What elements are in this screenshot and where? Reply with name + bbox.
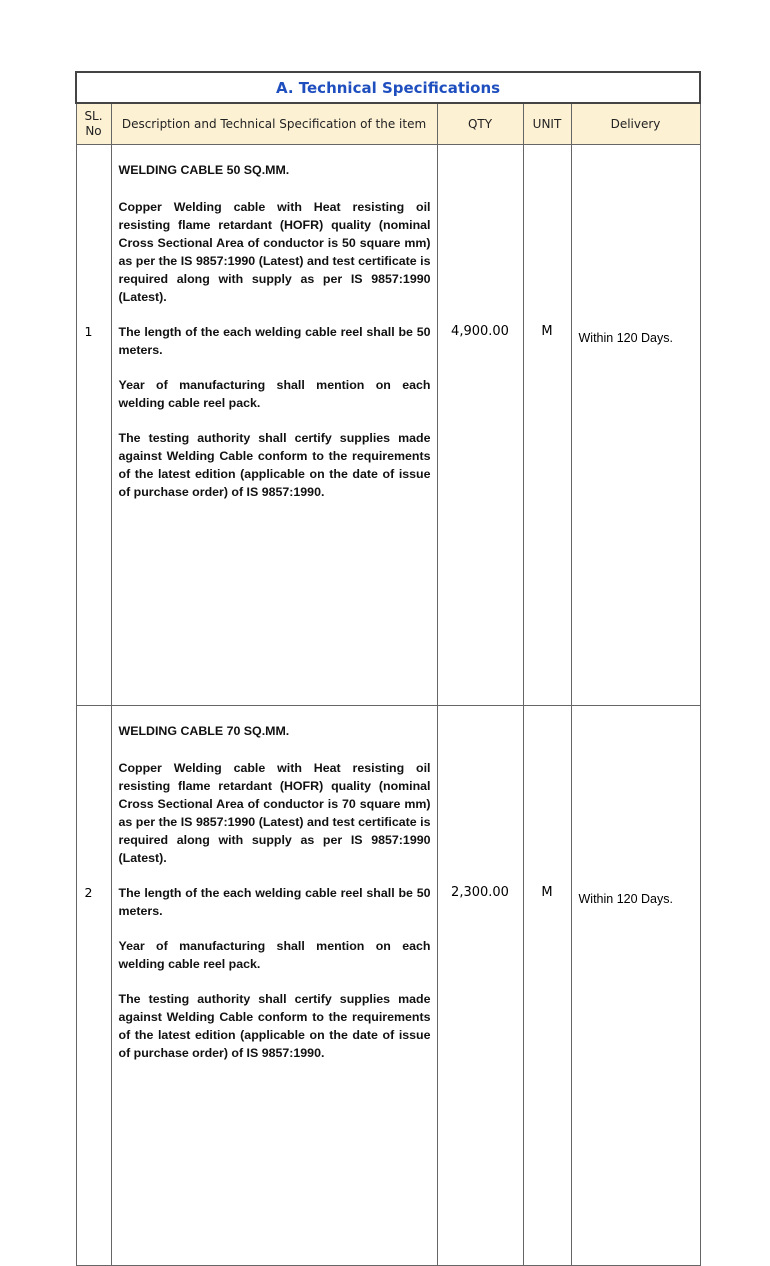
row-sl-number: 2	[76, 706, 111, 1266]
table-title: A. Technical Specifications	[76, 72, 700, 103]
item-paragraph: Year of manufacturing shall mention on each welding cable reel pack.	[118, 378, 431, 410]
item-paragraph: Copper Welding cable with Heat resisting oil resisting flame retardant (HOFR) quality (nominal Cross Sectional Area of conductor is 70 square mm) as per the IS 9857:1990 (Latest) and test certificate is required along with supply as per IS 9857:1990 (Latest).	[118, 761, 431, 865]
row-unit: M	[523, 706, 571, 1266]
header-qty: QTY	[437, 103, 523, 145]
row-qty: 4,900.00	[437, 145, 523, 706]
item-paragraph: The length of the each welding cable reel shall be 50 meters.	[118, 325, 431, 357]
item-heading: WELDING CABLE 70 SQ.MM.	[118, 724, 290, 738]
item-paragraph: The length of the each welding cable reel shall be 50 meters.	[118, 886, 431, 918]
technical-specifications-table	[75, 71, 701, 1266]
item-paragraph: The testing authority shall certify supplies made against Welding Cable conform to the requirements of the latest edition (applicable on the date of issue of purchase order) of IS 9857:1990.	[118, 992, 431, 1060]
row-delivery: Within 120 Days.	[571, 145, 700, 706]
row-description	[111, 145, 437, 706]
item-heading: WELDING CABLE 50 SQ.MM.	[118, 163, 290, 177]
header-delivery: Delivery	[571, 103, 700, 145]
header-row	[76, 103, 700, 145]
item-paragraph: The testing authority shall certify supplies made against Welding Cable conform to the requirements of the latest edition (applicable on the date of issue of purchase order) of IS 9857:1990.	[118, 431, 431, 499]
row-description	[111, 706, 437, 1266]
title-row	[76, 72, 700, 103]
header-unit: UNIT	[523, 103, 571, 145]
row-unit: M	[523, 145, 571, 706]
row-delivery: Within 120 Days.	[571, 706, 700, 1266]
row-sl-number: 1	[76, 145, 111, 706]
table-row	[76, 706, 700, 1266]
item-paragraph: Year of manufacturing shall mention on each welding cable reel pack.	[118, 939, 431, 971]
table-row	[76, 145, 700, 706]
item-paragraph: Copper Welding cable with Heat resisting oil resisting flame retardant (HOFR) quality (nominal Cross Sectional Area of conductor is 50 square mm) as per the IS 9857:1990 (Latest) and test certificate is required along with supply as per IS 9857:1990 (Latest).	[118, 200, 431, 304]
header-sl-no: SL. No	[76, 103, 111, 145]
header-description: Description and Technical Specification of the item	[111, 103, 437, 145]
row-qty: 2,300.00	[437, 706, 523, 1266]
